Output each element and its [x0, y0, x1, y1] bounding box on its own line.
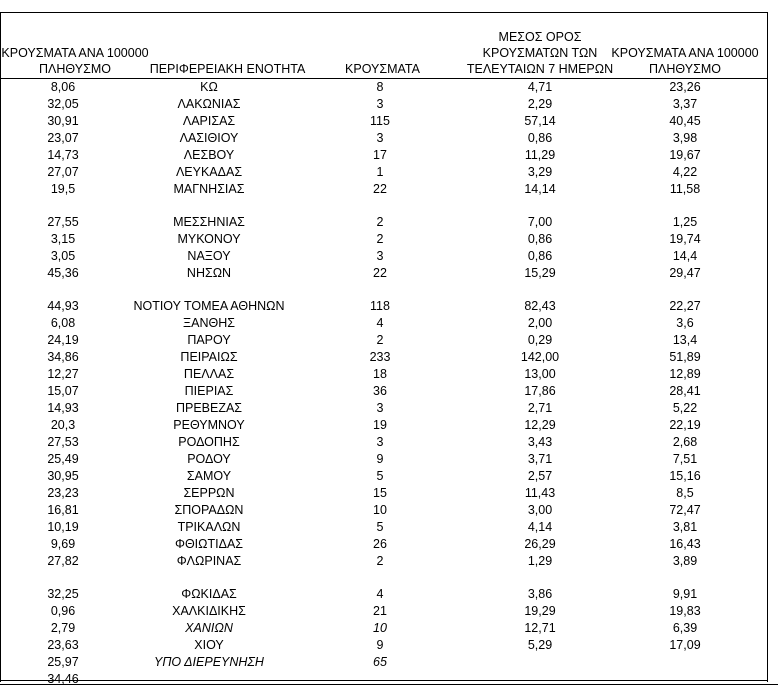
- cell-rate-right: 2,68: [672, 435, 698, 449]
- cell-rate-right: 8,5: [676, 486, 694, 500]
- cell-rate-left: 9,69: [50, 537, 76, 551]
- cell-rate-left: 32,25: [47, 587, 79, 601]
- table-row: [0, 603, 778, 620]
- cell-region: ΜΑΓΝΗΣΙΑΣ: [173, 182, 245, 196]
- table-row: [0, 96, 778, 113]
- cell-avg7: 0,86: [527, 249, 553, 263]
- cell-avg7: 17,86: [524, 384, 556, 398]
- cell-cases: 3: [376, 249, 384, 263]
- table-row: [0, 383, 778, 400]
- cell-region: ΦΩΚΙΔΑΣ: [181, 587, 237, 601]
- cell-region: ΠΑΡΟΥ: [187, 333, 231, 347]
- cell-region: ΚΩ: [200, 80, 218, 94]
- cell-avg7: 12,29: [524, 418, 556, 432]
- header-rate-left: ΚΡΟΥΣΜΑΤΑ ΑΝΑ 100000 ΠΛΗΘΥΣΜΟ: [1, 46, 149, 76]
- cell-avg7: 26,29: [524, 537, 556, 551]
- cell-avg7: 4,14: [527, 520, 553, 534]
- cell-region: ΝΗΣΩΝ: [186, 266, 232, 280]
- cell-rate-right: 4,22: [672, 165, 698, 179]
- cell-avg7: 0,86: [527, 131, 553, 145]
- table-row: [0, 671, 778, 688]
- cell-rate-left: 34,46: [47, 672, 79, 686]
- table-row: [0, 434, 778, 451]
- cell-avg7: 2,57: [527, 469, 553, 483]
- cell-rate-right: 23,26: [669, 80, 701, 94]
- cell-rate-left: 25,97: [47, 655, 79, 669]
- header-avg7: ΜΕΣΟΣ ΟΡΟΣ ΚΡΟΥΣΜΑΤΩΝ ΤΩΝ ΤΕΛΕΥΤΑΙΩΝ 7 ΗΜΕΡΩΝ: [466, 30, 614, 76]
- cell-region: ΛΑΡΙΣΑΣ: [182, 114, 236, 128]
- cell-cases: 36: [373, 384, 387, 398]
- table-row: [0, 620, 778, 637]
- cell-rate-right: 9,91: [672, 587, 698, 601]
- table-row: [0, 400, 778, 417]
- cell-avg7: 7,00: [527, 215, 553, 229]
- table-row: [0, 332, 778, 349]
- table-row: [0, 265, 778, 282]
- cell-rate-right: 29,47: [669, 266, 701, 280]
- cell-region: ΦΘΙΩΤΙΔΑΣ: [174, 537, 244, 551]
- cell-avg7: 0,29: [527, 333, 553, 347]
- table-row: [0, 536, 778, 553]
- cell-cases: 3: [376, 97, 384, 111]
- top-rule: [0, 12, 768, 13]
- table-row: [0, 231, 778, 248]
- table-row: [0, 502, 778, 519]
- cell-rate-left: 14,93: [47, 401, 79, 415]
- table-row: [0, 586, 778, 603]
- cell-region: ΣΠΟΡΑΔΩΝ: [174, 503, 244, 517]
- cell-rate-right: 17,09: [669, 638, 701, 652]
- cell-rate-left: 25,49: [47, 452, 79, 466]
- table-row: [0, 147, 778, 164]
- cell-rate-right: 19,74: [669, 232, 701, 246]
- cell-region: ΝΟΤΙΟΥ ΤΟΜΕΑ ΑΘΗΝΩΝ: [133, 299, 285, 313]
- cell-cases: 3: [376, 435, 384, 449]
- cell-rate-left: 34,86: [47, 350, 79, 364]
- table-row: [0, 181, 778, 198]
- cell-rate-right: 3,89: [672, 554, 698, 568]
- table-row: [0, 315, 778, 332]
- cell-region: ΧΙΟΥ: [194, 638, 224, 652]
- table-row: [0, 451, 778, 468]
- table-row: [0, 637, 778, 654]
- cell-rate-left: 23,63: [47, 638, 79, 652]
- cell-region: ΜΕΣΣΗΝΙΑΣ: [173, 215, 245, 229]
- cell-avg7: 19,29: [524, 604, 556, 618]
- cell-rate-left: 32,05: [47, 97, 79, 111]
- cell-rate-left: 8,06: [50, 80, 76, 94]
- table-header: [0, 26, 778, 78]
- cell-rate-left: 23,23: [47, 486, 79, 500]
- cell-rate-left: 30,95: [47, 469, 79, 483]
- cell-region: ΡΕΘΥΜΝΟΥ: [173, 418, 245, 432]
- cell-avg7: 2,71: [527, 401, 553, 415]
- cell-rate-right: 72,47: [669, 503, 701, 517]
- cell-avg7: 11,43: [524, 486, 556, 500]
- cell-cases: 2: [376, 554, 384, 568]
- cell-rate-right: 11,58: [669, 182, 701, 196]
- cell-rate-right: 28,41: [669, 384, 701, 398]
- table-row: [0, 654, 778, 671]
- cell-cases: 19: [373, 418, 387, 432]
- cell-cases: 22: [373, 266, 387, 280]
- cell-cases: 2: [376, 232, 384, 246]
- cell-cases: 65: [373, 655, 387, 669]
- cell-region: ΡΟΔΟΥ: [187, 452, 231, 466]
- cell-rate-left: 15,07: [47, 384, 79, 398]
- cell-cases: 10: [373, 503, 387, 517]
- cell-rate-left: 30,91: [47, 114, 79, 128]
- table-row: [0, 79, 778, 96]
- cell-rate-right: 1,25: [672, 215, 698, 229]
- cell-avg7: 14,14: [524, 182, 556, 196]
- table-row: [0, 485, 778, 502]
- cell-rate-left: 6,08: [50, 316, 76, 330]
- cell-avg7: 3,43: [527, 435, 553, 449]
- cell-rate-left: 27,07: [47, 165, 79, 179]
- cell-avg7: 3,71: [527, 452, 553, 466]
- cell-region: ΧΑΝΙΩΝ: [185, 621, 233, 635]
- cell-avg7: 1,29: [527, 554, 553, 568]
- cell-cases: 233: [369, 350, 391, 364]
- cell-avg7: 4,71: [527, 80, 553, 94]
- cell-rate-right: 40,45: [669, 114, 701, 128]
- cell-region: ΧΑΛΚΙΔΙΚΗΣ: [172, 604, 246, 618]
- cell-avg7: 2,29: [527, 97, 553, 111]
- cell-region: ΛΑΚΩΝΙΑΣ: [177, 97, 241, 111]
- header-rate-right: ΚΡΟΥΣΜΑΤΑ ΑΝΑ 100000 ΠΛΗΘΥΣΜΟ: [611, 46, 759, 76]
- cell-rate-left: 2,79: [50, 621, 76, 635]
- cell-avg7: 11,29: [524, 148, 556, 162]
- cell-rate-left: 19,5: [50, 182, 76, 196]
- cell-cases: 118: [370, 299, 390, 313]
- cell-avg7: 57,14: [524, 114, 556, 128]
- cell-cases: 8: [376, 80, 384, 94]
- cell-rate-right: 14,4: [672, 249, 698, 263]
- cell-avg7: 2,00: [527, 316, 553, 330]
- cell-avg7: 0,86: [527, 232, 553, 246]
- cell-rate-left: 20,3: [50, 418, 76, 432]
- cell-rate-left: 16,81: [47, 503, 79, 517]
- cell-cases: 15: [373, 486, 387, 500]
- cell-cases: 26: [373, 537, 387, 551]
- cell-avg7: 5,29: [527, 638, 553, 652]
- table-row: [0, 553, 778, 570]
- cell-avg7: 3,00: [527, 503, 553, 517]
- cell-rate-left: 27,82: [47, 554, 79, 568]
- cell-rate-left: 12,27: [47, 367, 79, 381]
- table-row: [0, 130, 778, 147]
- cell-cases: 1: [376, 165, 384, 179]
- cell-rate-right: 19,83: [669, 604, 701, 618]
- cell-cases: 22: [373, 182, 387, 196]
- cell-cases: 9: [376, 452, 384, 466]
- cell-rate-right: 5,22: [672, 401, 698, 415]
- cell-region: ΠΙΕΡΙΑΣ: [184, 384, 234, 398]
- cell-avg7: 3,29: [527, 165, 553, 179]
- cell-avg7: 13,00: [524, 367, 556, 381]
- cell-cases: 2: [376, 333, 384, 347]
- cell-cases: 3: [376, 131, 384, 145]
- table-row: [0, 519, 778, 536]
- cell-rate-right: 22,27: [669, 299, 701, 313]
- cell-avg7: 142,00: [520, 350, 560, 364]
- cell-cases: 4: [376, 587, 384, 601]
- cell-rate-left: 3,15: [50, 232, 76, 246]
- cell-region: ΣΕΡΡΩΝ: [183, 486, 235, 500]
- cell-region: ΦΛΩΡΙΝΑΣ: [176, 554, 242, 568]
- cell-region: ΥΠΟ ΔΙΕΡΕΥΝΗΣΗ: [154, 655, 264, 669]
- table-row: [0, 366, 778, 383]
- cell-rate-left: 14,73: [47, 148, 79, 162]
- table-row: [0, 298, 778, 315]
- cell-region: ΞΑΝΘΗΣ: [183, 316, 235, 330]
- cell-region: ΛΕΥΚΑΔΑΣ: [175, 165, 243, 179]
- cell-cases: 2: [376, 215, 384, 229]
- cell-cases: 9: [376, 638, 384, 652]
- cell-rate-right: 6,39: [672, 621, 698, 635]
- cell-avg7: 82,43: [524, 299, 556, 313]
- table-body: [0, 79, 778, 688]
- table-row: [0, 468, 778, 485]
- cell-rate-right: 3,6: [676, 316, 694, 330]
- cell-rate-left: 44,93: [47, 299, 79, 313]
- cell-region: ΡΟΔΟΠΗΣ: [178, 435, 240, 449]
- cell-rate-right: 22,19: [669, 418, 701, 432]
- header-region: ΠΕΡΙΦΕΡΕΙΑΚΗ ΕΝΟΤΗΤΑ: [149, 62, 306, 76]
- cell-cases: 4: [376, 316, 384, 330]
- cell-rate-right: 3,37: [672, 97, 698, 111]
- cell-rate-right: 19,67: [669, 148, 701, 162]
- cell-rate-right: 7,51: [672, 452, 698, 466]
- cell-rate-left: 10,19: [47, 520, 79, 534]
- cell-region: ΠΡΕΒΕΖΑΣ: [175, 401, 243, 415]
- cell-region: ΛΑΣΙΘΙΟΥ: [179, 131, 239, 145]
- cell-region: ΛΕΣΒΟΥ: [183, 148, 235, 162]
- cell-cases: 17: [373, 148, 387, 162]
- cell-rate-right: 12,89: [669, 367, 701, 381]
- table-row: [0, 113, 778, 130]
- table-row: [0, 349, 778, 366]
- cell-avg7: 3,86: [527, 587, 553, 601]
- cell-cases: 3: [376, 401, 384, 415]
- cell-rate-left: 23,07: [47, 131, 79, 145]
- cell-rate-left: 3,05: [50, 249, 76, 263]
- cell-cases: 21: [373, 604, 387, 618]
- cell-region: ΠΕΙΡΑΙΩΣ: [180, 350, 238, 364]
- table-row: [0, 248, 778, 265]
- cell-rate-right: 13,4: [672, 333, 698, 347]
- cell-rate-right: 3,81: [672, 520, 698, 534]
- cell-rate-left: 27,53: [47, 435, 79, 449]
- cell-region: ΠΕΛΛΑΣ: [183, 367, 235, 381]
- cell-rate-right: 16,43: [669, 537, 701, 551]
- cell-rate-right: 3,98: [672, 131, 698, 145]
- cell-rate-left: 0,96: [50, 604, 76, 618]
- cell-rate-right: 51,89: [669, 350, 701, 364]
- cell-rate-left: 24,19: [47, 333, 79, 347]
- cell-avg7: 12,71: [524, 621, 556, 635]
- cell-cases: 5: [376, 520, 384, 534]
- cell-region: ΝΑΞΟΥ: [187, 249, 231, 263]
- cell-rate-right: 15,16: [669, 469, 701, 483]
- cell-region: ΜΥΚΟΝΟΥ: [177, 232, 241, 246]
- cell-cases: 10: [373, 621, 387, 635]
- cell-region: ΤΡΙΚΑΛΩΝ: [177, 520, 241, 534]
- cell-cases: 18: [373, 367, 387, 381]
- table-row: [0, 417, 778, 434]
- cell-cases: 5: [376, 469, 384, 483]
- table-row: [0, 214, 778, 231]
- cell-region: ΣΑΜΟΥ: [186, 469, 232, 483]
- cell-avg7: 15,29: [524, 266, 556, 280]
- header-cases: ΚΡΟΥΣΜΑΤΑ: [345, 62, 420, 76]
- cell-rate-left: 27,55: [47, 215, 79, 229]
- table-row: [0, 164, 778, 181]
- cell-cases: 115: [370, 114, 390, 128]
- cell-rate-left: 45,36: [47, 266, 79, 280]
